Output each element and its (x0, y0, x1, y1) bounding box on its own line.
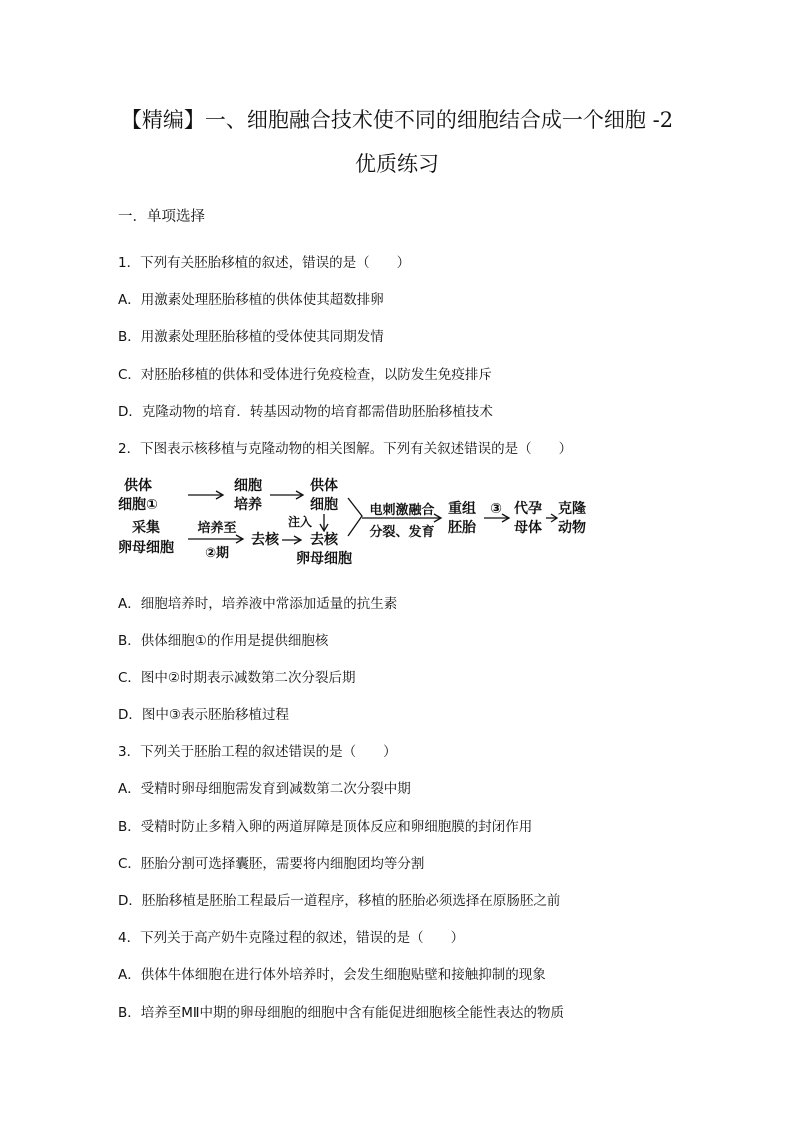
diagram-divide-develop-label: 分裂、发育 (369, 525, 435, 540)
diagram-cloned-animal-line1: 克隆 (558, 501, 586, 517)
diagram-donor-cell-2-line1: 供体 (310, 478, 338, 494)
question-2-option-c: C．图中②时期表示减数第二次分裂后期 (118, 670, 356, 686)
question-3-option-d: D．胚胎移植是胚胎工程最后一道程序，移植的胚胎必须选择在原肠胚之前 (118, 893, 561, 909)
diagram-recombined-embryo-line1: 重组 (448, 501, 476, 517)
diagram-surrogate-line2: 母体 (514, 520, 542, 536)
diagram-merge-bracket (348, 498, 362, 536)
nuclear-transfer-diagram (110, 472, 586, 572)
diagram-cloned-animal-line2: 动物 (558, 520, 586, 536)
diagram-cell-culture-line1: 细胞 (234, 478, 262, 494)
question-4-option-b: B．培养至MⅡ中期的卵母细胞的细胞中含有能促进细胞核全能性表达的物质 (118, 1005, 565, 1021)
question-3-stem: 3．下列关于胚胎工程的叙述错误的是（ ） (118, 744, 397, 760)
question-4-stem: 4．下列关于高产奶牛克隆过程的叙述，错误的是（ ） (118, 930, 465, 946)
diagram-surrogate-line1: 代孕 (514, 501, 542, 517)
diagram-enucleate: 去核 (251, 532, 279, 548)
diagram-stage-label: ②期 (204, 546, 230, 561)
question-3-option-c: C．胚胎分割可选择囊胚，需要将内细胞团均等分割 (118, 856, 425, 872)
question-2-stem: 2．下图表示核移植与克隆动物的相关图解。下列有关叙述错误的是（ ） (118, 441, 573, 457)
question-2-option-a: A．细胞培养时，培养液中常添加适量的抗生素 (118, 596, 398, 612)
diagram-culture-to-label: 培养至 (197, 521, 237, 536)
question-1-option-d: D．克隆动物的培育．转基因动物的培育都需借助胚胎移植技术 (118, 404, 493, 420)
diagram-cell-culture-line2: 培养 (234, 497, 262, 513)
section-heading: 一．单项选择 (118, 209, 205, 225)
question-3-option-a: A．受精时卵母细胞需发育到减数第二次分裂中期 (118, 781, 411, 797)
question-1-stem: 1．下列有关胚胎移植的叙述，错误的是（ ） (118, 255, 411, 271)
diagram-collect-oocyte-line1: 采集 (132, 520, 160, 536)
diagram-enucleated-oocyte-line1: 去核 (310, 532, 338, 548)
question-1-option-b: B．用激素处理胚胎移植的受体使其同期发情 (118, 329, 384, 345)
question-2-option-b: B．供体细胞①的作用是提供细胞核 (118, 633, 329, 649)
diagram-collect-oocyte-line2: 卵母细胞 (118, 540, 174, 556)
diagram-recombined-embryo-line2: 胚胎 (448, 520, 476, 536)
question-4-option-a: A．供体牛体细胞在进行体外培养时，会发生细胞贴壁和接触抑制的现象 (118, 967, 546, 983)
question-1-option-c: C．对胚胎移植的供体和受体进行免疫检查，以防发生免疫排斥 (118, 367, 492, 383)
diagram-step3-label: ③ (490, 501, 502, 517)
diagram-inject-label: 注入 (287, 515, 313, 529)
diagram-enucleated-oocyte-line2: 卵母细胞 (296, 551, 352, 567)
diagram-donor-cell-2-line2: 细胞 (310, 497, 338, 513)
diagram-donor-cell-line1: 供体 (124, 478, 152, 494)
document-title-line-2: 优质练习 (355, 152, 439, 176)
document-title-line-1: 【精编】一、细胞融合技术使不同的细胞结合成一个细胞 -2 (120, 108, 674, 132)
diagram-electric-fusion-label: 电刺激融合 (369, 503, 435, 518)
diagram-donor-cell-line2: 细胞① (118, 497, 158, 513)
question-1-option-a: A．用激素处理胚胎移植的供体使其超数排卵 (118, 292, 384, 308)
question-2-option-d: D．图中③表示胚胎移植过程 (118, 707, 289, 723)
question-3-option-b: B．受精时防止多精入卵的两道屏障是顶体反应和卵细胞膜的封闭作用 (118, 819, 533, 835)
